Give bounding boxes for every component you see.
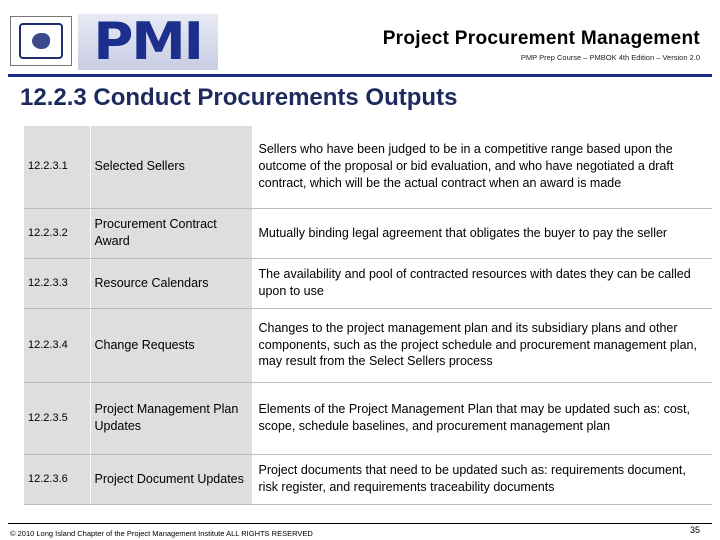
table-row (24, 308, 712, 382)
row-description: Sellers who have been judged to be in a competitive range based upon the outcome of the proposal or bid evaluation, and who have negotiated a draft contract, which will be the actual contract when an award is made (252, 126, 712, 208)
row-number: 12.2.3.1 (24, 126, 90, 208)
row-description: Elements of the Project Management Plan that may be updated such as: cost, scope, schedule baselines, and procurement management plan (252, 382, 712, 454)
row-number: 12.2.3.2 (24, 208, 90, 258)
row-number: 12.2.3.5 (24, 382, 90, 454)
row-name: Change Requests (90, 308, 252, 382)
row-name: Resource Calendars (90, 258, 252, 308)
table-row (24, 454, 712, 504)
table-row (24, 258, 712, 308)
row-name: Project Document Updates (90, 454, 252, 504)
footer-divider (8, 523, 712, 524)
pmi-logo (78, 14, 218, 70)
row-description: The availability and pool of contracted resources with dates they can be called upon to use (252, 258, 712, 308)
slide-title: 12.2.3 Conduct Procurements Outputs (20, 84, 458, 111)
row-name: Procurement Contract Award (90, 208, 252, 258)
row-description: Changes to the project management plan and its subsidiary plans and other components, such as the project schedule and procurement management plan, may result from the Select Sellers process (252, 308, 712, 382)
row-number: 12.2.3.6 (24, 454, 90, 504)
course-subtitle: PMP Prep Course – PMBOK 4th Edition – Version 2.0 (520, 53, 700, 62)
header-divider (8, 74, 712, 77)
row-description: Project documents that need to be updated such as: requirements document, risk register, and requirements traceability documents (252, 454, 712, 504)
chapter-logo (10, 16, 72, 66)
course-title: Project Procurement Management (382, 28, 700, 49)
row-number: 12.2.3.4 (24, 308, 90, 382)
row-name: Selected Sellers (90, 126, 252, 208)
copyright-notice: © 2010 Long Island Chapter of the Project Management Institute ALL RIGHTS RESERVED (10, 529, 313, 538)
buffalo-seal-icon (19, 23, 63, 59)
page-number: 35 (689, 525, 700, 535)
table-row (24, 126, 712, 208)
row-description: Mutually binding legal agreement that obligates the buyer to pay the seller (252, 208, 712, 258)
table-row (24, 382, 712, 454)
row-number: 12.2.3.3 (24, 258, 90, 308)
pmi-logo-text: PMI (93, 12, 203, 72)
row-name: Project Management Plan Updates (90, 382, 252, 454)
outputs-table (24, 126, 712, 505)
table-row (24, 208, 712, 258)
